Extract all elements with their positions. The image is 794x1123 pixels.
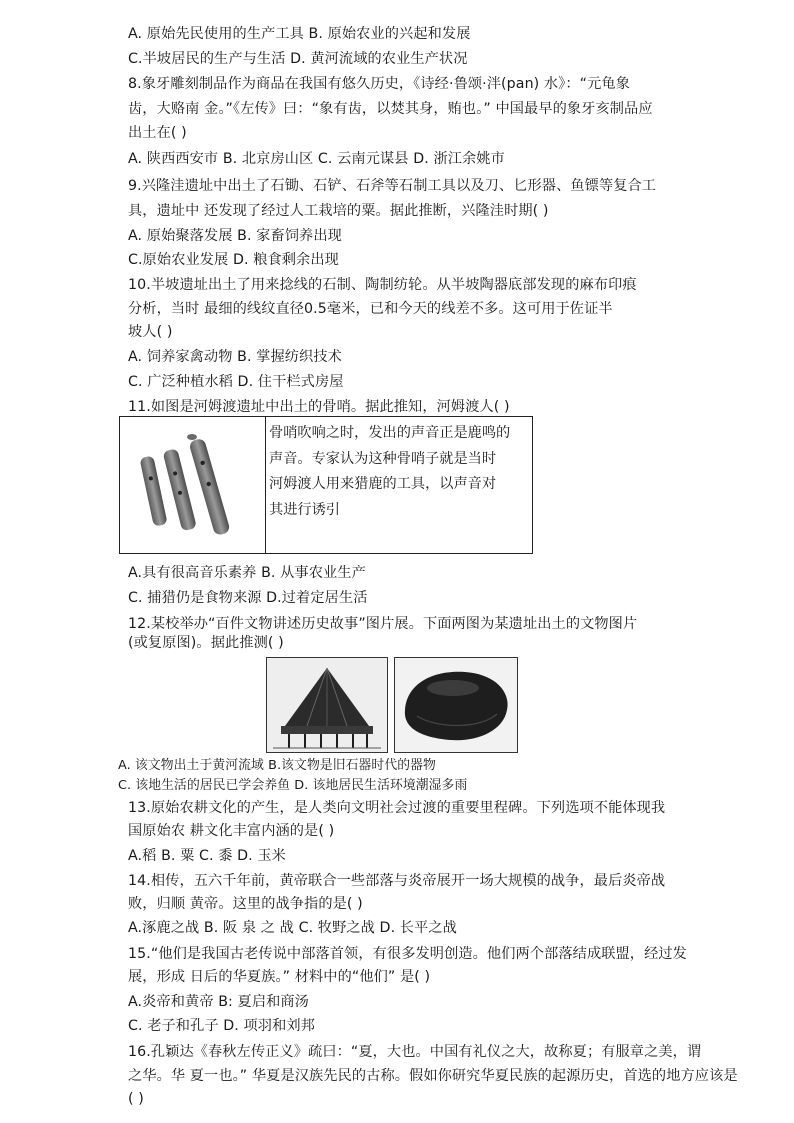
pottery-artifact-image	[394, 657, 518, 753]
q16-stem-line2: 之华。华 夏一也。” 华夏是汉族先民的古称。假如你研究华夏民族的起源历史，首选的地方应该是	[128, 1068, 738, 1084]
q14-options: A.涿鹿之战 B. 阪 泉 之 战 C. 牧野之战 D. 长平之战	[128, 920, 457, 936]
q8-stem-line2: 齿，大赂南 金。”《左传》曰：“象有齿，以焚其身，贿也。” 中国最早的象牙亥制品应	[128, 101, 653, 117]
q10-stem-line3: 坡人( )	[128, 324, 173, 340]
q15-options-cd: C. 老子和孔子 D. 项羽和刘邦	[128, 1018, 315, 1034]
q9-options-cd: C.原始农业发展 D. 粮食剩余出现	[128, 252, 339, 268]
q11-options-cd: C. 捕猎仍是食物来源 D.过着定居生活	[128, 590, 368, 606]
q14-stem-line2: 败，归顺 黄帝。这里的战争指的是( )	[128, 896, 363, 912]
q16-stem-line1: 16.孔颖达《春秋左传正义》疏曰：“夏，大也。中国有礼仪之大，故称夏；有服章之美，谓	[128, 1044, 702, 1060]
q13-stem-line1: 13.原始农耕文化的产生，是人类向文明社会过渡的重要里程碑。下列选项不能体现我	[128, 800, 666, 816]
bone-whistle-photo	[120, 417, 266, 553]
bone-whistle-illustration	[120, 417, 264, 551]
q10-options-ab: A. 饲养家禽动物 B. 掌握纺织技术	[128, 349, 342, 365]
q9-stem-line2: 具，遗址中 还发现了经过人工栽培的粟。据此推断，兴隆洼时期( )	[128, 203, 549, 219]
q12-figures	[266, 657, 518, 753]
hut-reconstruction-image	[266, 657, 388, 753]
q15-options-ab: A.炎帝和黄帝 B: 夏启和商汤	[128, 994, 309, 1010]
black-pottery-illustration	[395, 658, 517, 752]
q8-options: A. 陕西西安市 B. 北京房山区 C. 云南元谋县 D. 浙江余姚市	[128, 151, 505, 167]
q13-stem-line2: 国原始农 耕文化丰富内涵的是( )	[128, 823, 335, 839]
q7-options-ab: A. 原始先民使用的生产工具 B. 原始农业的兴起和发展	[128, 26, 471, 42]
q9-stem-line1: 9.兴隆洼遗址中出土了石锄、石铲、石斧等石制工具以及刀、匕形器、鱼镖等复合工	[128, 178, 657, 194]
q7-options-cd: C.半坡居民的生产与生活 D. 黄河流域的农业生产状况	[128, 51, 468, 67]
q10-options-cd: C. 广泛种植水稻 D. 住干栏式房屋	[128, 374, 344, 390]
q8-stem-line3: 出土在( )	[128, 125, 187, 141]
caption-line: 声音。专家认为这种骨哨子就是当时	[269, 450, 497, 467]
q15-stem-line1: 15.“他们是我国古老传说中部落首领，有很多发明创造。他们两个部落结成联盟，经过发	[128, 946, 687, 962]
caption-line: 河姆渡人用来猎鹿的工具，以声音对	[269, 476, 497, 492]
q11-figure-caption	[269, 421, 531, 523]
q8-stem-line1: 8.象牙雕刻制品作为商品在我国有悠久历史，《诗经·鲁颂·泮(pan) 水》：“元龟象	[128, 76, 630, 92]
caption-line: 其进行诱引	[269, 501, 340, 518]
q10-stem-line2: 分析，当时 最细的线纹直径0.5毫米，已和今天的线差不多。这可用于佐证半	[128, 301, 613, 317]
q12-options-ab: A. 该文物出土于黄河流域 B.该文物是旧石器时代的器物	[118, 758, 436, 773]
caption-line: 骨哨吹响之时，发出的声音正是鹿鸣的	[269, 425, 511, 441]
q11-stem: 11.如图是河姆渡遗址中出土的骨哨。据此推知，河姆渡人( )	[128, 399, 510, 415]
q12-stem-line1: 12.某校举办“百件文物讲述历史故事”图片展。下面两图为某遗址出土的文物图片	[128, 616, 638, 632]
q15-stem-line2: 展，形成 日后的华夏族。” 材料中的“他们” 是( )	[128, 969, 431, 985]
q11-figure-table	[119, 416, 533, 554]
q16-stem-line3: ( )	[128, 1091, 144, 1107]
q14-stem-line1: 14.相传，五六千年前，黄帝联合一些部落与炎帝展开一场大规模的战争，最后炎帝战	[128, 873, 666, 889]
q10-stem-line1: 10.半坡遗址出土了用来捻线的石制、陶制纺轮。从半坡陶器底部发现的麻布印痕	[128, 277, 637, 293]
q12-stem-line2: (或复原图)。据此推测( )	[128, 635, 284, 651]
q13-options: A.稻 B. 粟 C. 黍 D. 玉米	[128, 848, 286, 864]
q11-options-ab: A.具有很高音乐素养 B. 从事农业生产	[128, 565, 366, 581]
q9-options-ab: A. 原始聚落发展 B. 家畜饲养出现	[128, 228, 342, 244]
q12-options-cd: C. 该地生活的居民已学会养鱼 D. 该地居民生活环境潮湿多雨	[118, 778, 468, 793]
thatched-hut-illustration	[267, 658, 387, 752]
